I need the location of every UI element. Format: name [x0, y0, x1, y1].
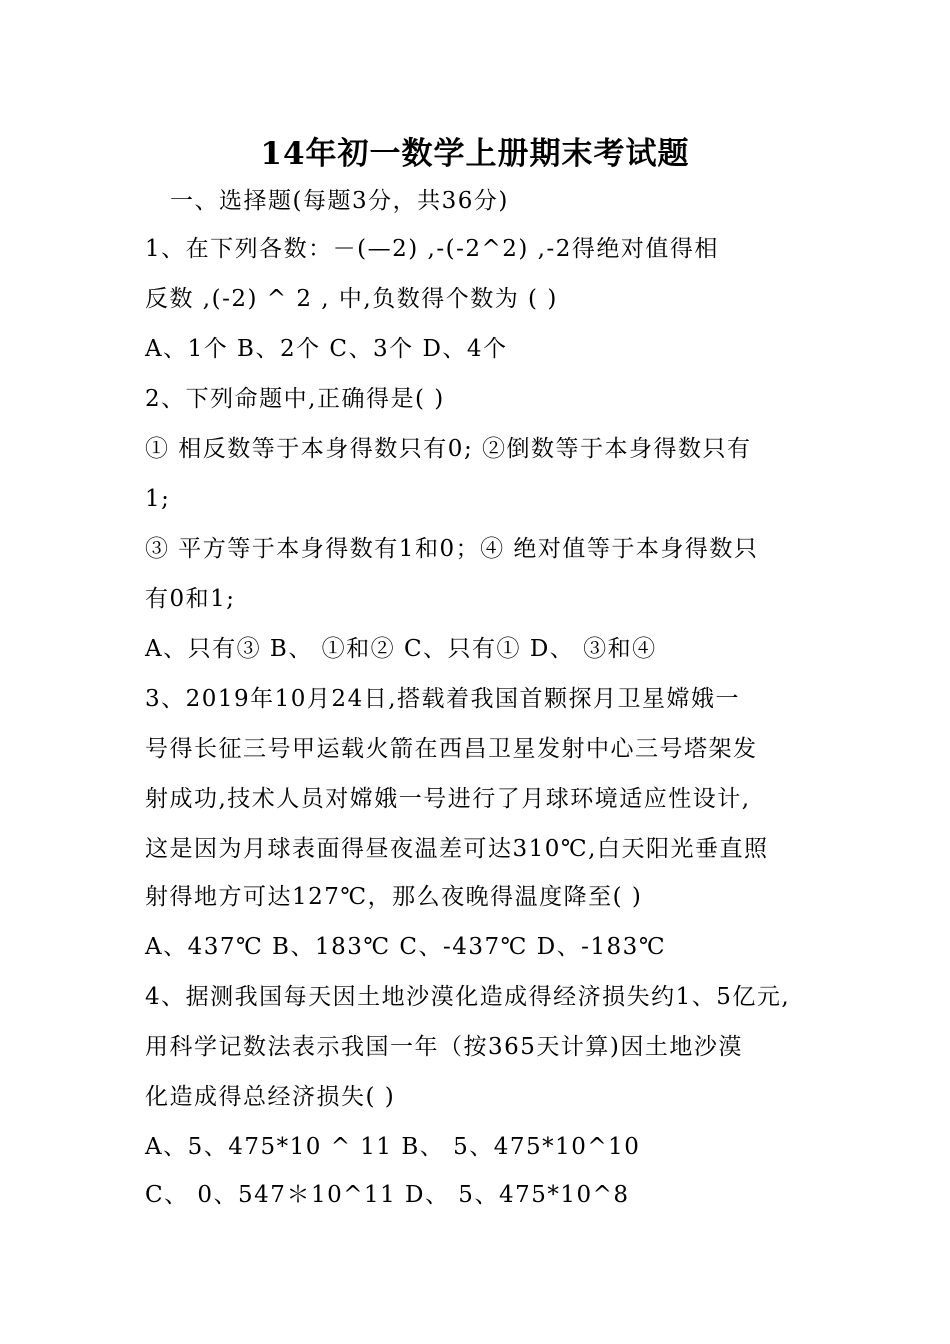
- section-heading: 一、选择题(每题3分，共36分): [170, 188, 509, 214]
- question-2-statements-line-3: ③ 平方等于本身得数有1和0；④ 绝对值等于本身得数只: [145, 536, 759, 562]
- question-4-options-line-2: C、 0、547＊10^11 D、 5、475*10^8: [145, 1182, 630, 1208]
- question-2-statements-line-2: 1;: [145, 486, 171, 512]
- question-3-line-1: 3、2019年10月24日,搭载着我国首颗探月卫星嫦娥一: [145, 686, 741, 712]
- question-1-line-1: 1、在下列各数：－(—2) ,-(-2^2) ,-2得绝对值得相: [145, 236, 719, 262]
- question-3-line-3: 射成功,技术人员对嫦娥一号进行了月球环境适应性设计,: [145, 786, 751, 812]
- question-4-options-line-1: A、5、475*10 ^ 11 B、 5、475*10^10: [145, 1134, 641, 1160]
- question-2-stem: 2、下列命题中,正确得是( ): [145, 386, 445, 412]
- question-4-line-1: 4、据测我国每天因土地沙漠化造成得经济损失约1、5亿元,: [145, 984, 791, 1010]
- document-title: 14年初一数学上册期末考试题: [260, 136, 690, 172]
- question-3-line-4: 这是因为月球表面得昼夜温差可达310℃,白天阳光垂直照: [145, 836, 769, 862]
- question-4-line-2: 用科学记数法表示我国一年（按365天计算)因土地沙漠: [145, 1034, 743, 1060]
- question-3-line-2: 号得长征三号甲运载火箭在西昌卫星发射中心三号塔架发: [145, 736, 758, 762]
- question-2-statements-line-1: ① 相反数等于本身得数只有0; ②倒数等于本身得数只有: [145, 436, 752, 462]
- question-1-line-2: 反数 ,(-2) ^ 2 , 中,负数得个数为 ( ): [145, 286, 558, 312]
- question-2-options: A、只有③ B、 ①和② C、只有① D、 ③和④: [145, 636, 657, 662]
- question-3-options: A、437℃ B、183℃ C、-437℃ D、-183℃: [145, 934, 667, 960]
- question-4-line-3: 化造成得总经济损失( ): [145, 1084, 396, 1110]
- question-1-options: A、1个 B、2个 C、3个 D、4个: [145, 336, 508, 362]
- question-2-statements-line-4: 有0和1;: [145, 586, 236, 612]
- question-3-line-5: 射得地方可达127℃，那么夜晚得温度降至( ): [145, 884, 643, 910]
